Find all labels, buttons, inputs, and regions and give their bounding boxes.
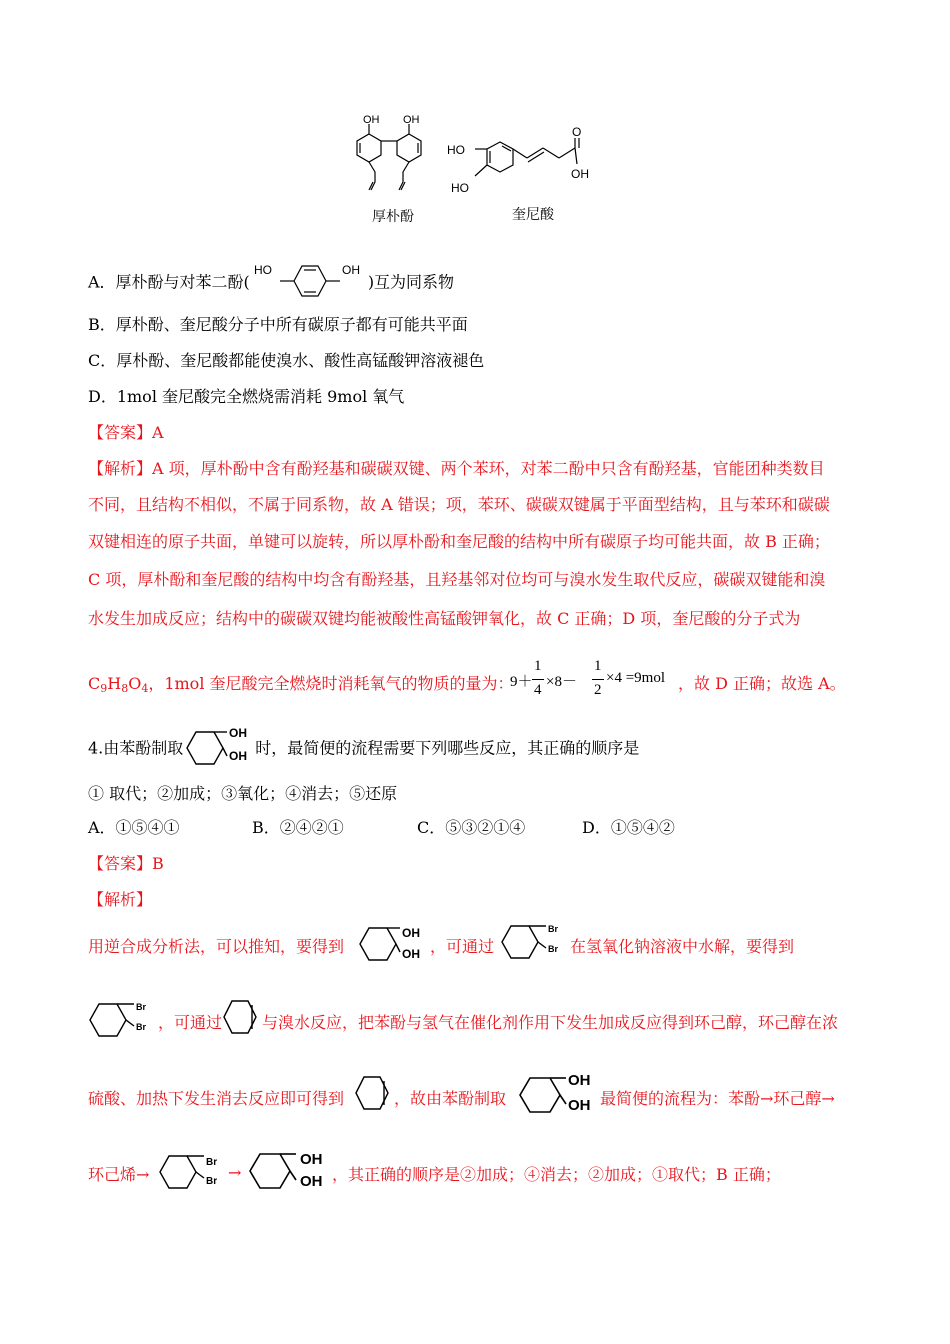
svg-text:Br: Br [136,1002,147,1012]
explanation-q4-line-3b: ，故由苯酚制取 [394,1089,507,1108]
svg-text:OH: OH [341,263,360,277]
honokiol-structure [345,112,445,202]
explanation-q4-line-1a: 用逆合成分析法，可以推知，要得到 [88,937,345,956]
svg-text:Br: Br [548,924,559,934]
svg-text:Br: Br [136,1022,147,1032]
option-d: D．1mol 奎尼酸完全燃烧需消耗 9mol 氧气 [88,387,405,406]
svg-text:OH: OH [300,1151,323,1168]
svg-text:OH: OH [402,947,420,961]
figure-caption-caffeic: 奎尼酸 [512,207,554,223]
ho-label: HO [451,181,469,195]
explanation-line-6: $C_9H_8O_4$，1mol 奎尼酸完全燃烧时消耗氧气的物质的量为： [88,674,514,695]
explanation-q4-line-3a: 硫酸、加热下发生消去反应即可得到 [88,1089,345,1108]
explanation-q4-line-4b: ，其正确的顺序是②加成；④消去；②加成；①取代；B 正确； [332,1165,781,1184]
dibromocyclohexane-structure [498,918,570,966]
option-b: B．②④②① [252,818,344,837]
explanation-q4-line-2a: ，可通过 [158,1013,223,1032]
cyclohexanediol-structure [356,922,428,966]
arrow-icon: → [228,1163,242,1182]
figure-caption-honokiol: 厚朴酚 [372,209,414,225]
oh-label: OH [571,167,589,181]
cyclohexanediol-structure [516,1072,600,1118]
answer-q4: 【答案】B [88,854,164,873]
ho-label: HO [447,143,465,157]
svg-text:OH: OH [402,926,420,940]
svg-text:HO: HO [253,263,272,277]
svg-text:OH: OH [568,1097,591,1114]
option-c: C．厚朴酚、奎尼酸都能使溴水、酸性高锰酸钾溶液褪色 [88,351,485,370]
explanation-q4-line-1c: 在氢氧化钠溶液中水解，要得到 [570,937,795,956]
answer-q3: 【答案】A [88,423,164,442]
option-d: D．①⑤④② [582,818,675,837]
reaction-list: ① 取代；②加成；③氧化；④消去；⑤还原 [88,784,398,803]
option-b: B．厚朴酚、奎尼酸分子中所有碳原子都有可能共平面 [88,315,468,334]
cyclohexanediol-structure [183,726,255,770]
svg-text:OH: OH [568,1072,591,1089]
svg-text:Br: Br [206,1157,218,1168]
svg-text:OH: OH [300,1173,323,1190]
svg-text:Br: Br [548,944,559,954]
question-4-stem: 4.由苯酚制取 OH OH 时，最简便的流程需要下列哪些反应，其正确的顺序是 [88,734,639,764]
o-label: O [572,125,582,139]
explanation-line-5: 水发生加成反应；结构中的碳碳双键均能被酸性高锰酸钾氧化，故 C 正确；D 项，奎尼酸的分子式为 [88,609,801,628]
caffeic-acid-structure [445,125,605,200]
oh-label: OH [363,114,380,126]
cyclohexene-structure [354,1072,394,1114]
svg-text:Br: Br [206,1176,218,1187]
oh-label: OH [403,114,420,126]
explanation-line-4: C 项，厚朴酚和奎尼酸的结构中均含有酚羟基，且羟基邻对位均可与溴水发生取代反应，碳碳双键能和溴 [88,570,826,589]
hydroquinone-structure [250,258,368,304]
explanation-q4-line-3c: 最简便的流程为：苯酚→环己醇→ [600,1089,835,1108]
explanation-head: 【解析】 [88,890,153,909]
explanation-q4-line-4a: 环己烯→ [88,1165,150,1184]
option-a: A．厚朴酚与对苯二酚( HO OH )互为同系物 [88,268,454,298]
svg-text:OH: OH [229,726,248,740]
explanation-line-1: 【解析】A 项，厚朴酚中含有酚羟基和碳碳双键、两个苯环，对苯二酚中只含有酚羟基，官能团种类数目 [88,459,825,478]
explanation-q4-line-2b: 与溴水反应，把苯酚与氢气在催化剂作用下发生加成反应得到环己醇，环己醇在浓 [262,1013,839,1032]
cyclohexanediol-structure [246,1148,330,1194]
explanation-line-3: 双键相连的原子共面，单键可以旋转，所以厚朴酚和奎尼酸的结构中所有碳原子均可能共面，故 B 正确； [88,532,830,551]
option-a: A．①⑤④① [88,818,180,837]
dibromocyclohexane-structure [86,996,158,1044]
dibromocyclohexane-structure [156,1148,228,1196]
explanation-q4-line-1b: ，可通过 [430,937,495,956]
cyclohexene-structure [222,996,262,1038]
explanation-line-6-end: ，故 D 正确；故选 A。 [678,674,846,693]
option-c: C．⑤③②①④ [417,818,526,837]
explanation-line-2: 不同，且结构不相似，不属于同系物，故 A 错误；项，苯环、碳碳双键属于平面型结构，且与苯环和碳碳 [88,495,830,514]
svg-text:OH: OH [229,749,248,763]
